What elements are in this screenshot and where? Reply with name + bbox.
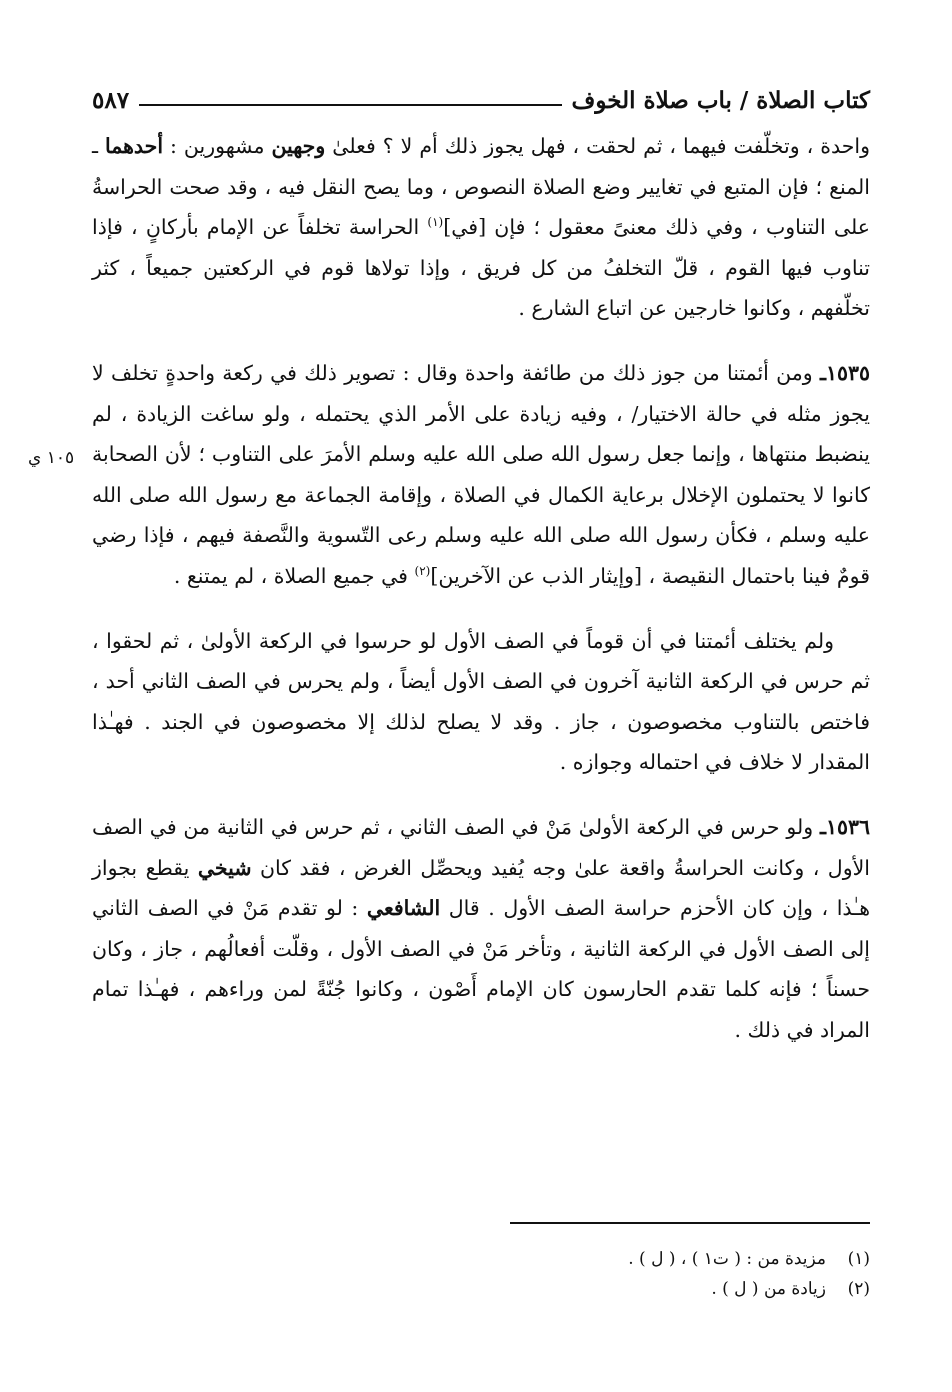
text-run: يقطع بجواز هـٰذا ، وإن كان الأحزم حراسة الصف الأول . قال [92,855,871,921]
text-run: ومن أئمتنا من جوز ذلك من طائفة واحدة وقال : تصوير ذلك في ركعة واحدةٍ تخلف لا يجوز مثله في حالة الاختيار/ ، وفيه زيادة على الأمر الذي يحتمله ، ولو ساغت الزيادة ، لم ينضبط منتهاها ، وإنما جعل رسول الله صلى الله عليه وسلم الأمرَ على التناوب ؛ لأن الصحابة كانوا لا يحتملون الإخلال برعاية الكمال في الصلاة ، وإقامة الجماعة مع رسول الله صلى الله عليه وسلم ، فكأن رسول الله صلى الله عليه وسلم رعى التّسوية والنَّصفة فيهم ، فإذا رضي قومٌ فينا باحتمال النقيصة ، [وإيثار الذب عن الآخرين] [92,360,870,588]
footnote-ref: (٢) [414,564,431,579]
footnote-text: زيادة من ( ل ) . [711,1279,826,1299]
text-run: ولم يختلف أئمتنا في أن قوماً في الصف الأول لو حرسوا في الركعة الأولىٰ ، ثم لحقوا ، ثم حرس في الركعة الثانية آخرون في الصف الأول أيضاً ، ولم يحرس في الصف الثاني أحد ، فاختص بالتناوب مخصوصون ، جاز . وقد لا يصلح لذلك إلا مخصوصون في الجند . فهـٰذا المقدار لا خلاف في احتماله وجوازه . [92,628,870,775]
text-run: واحدة ، وتخلّفت فيهما ، ثم لحقت ، فهل يجوز ذلك أم لا ؟ فعلىٰ [325,134,870,158]
text-run: ولو حرس في الركعة الأولىٰ مَنْ في الصف الثاني ، ثم حرس في الثانية من في الصف الأول ، وكانت الحراسةُ واقعة علىٰ وجه يُفيد ويحصِّل الغرض ، فقد كان [92,814,870,880]
footnote-number: (١) [847,1249,870,1269]
footnote [92,1274,870,1304]
footnote-rule [510,1222,870,1224]
text-run: ـ المنع ؛ فإن المتبع في تغايير وضع الصلاة النصوص ، وما يصح النقل فيه ، وقد صحت الحراسةُ على التناوب ، وفي ذلك معنىً معقول ؛ فإن [في] [92,134,870,240]
running-header [92,70,870,114]
footnote-number: (٢) [847,1279,870,1299]
footnote-ref: (١) [427,215,444,230]
text-run: مشهورين : [163,134,272,158]
paragraph [92,353,870,597]
footnote-text: مزيدة من : ( ت١ ) ، ( ل ) . [628,1249,826,1269]
footnotes [92,1244,870,1304]
text-run: الحراسة تخلفاً عن الإمام بأركانٍ ، فإذا تناوب فيها القوم ، قلّ التخلفُ من كل فريق ، وإذا تولاها قوم في الركعتين جميعاً ، كثر تخلّفهم ، وكانوا خارجين عن اتباع الشارع . [92,215,870,321]
text-run: : لو تقدم مَنْ في الصف الثاني إلى الصف الأول في الركعة الثانية ، وتأخر مَنْ في الصف الأول ، وقلّت أفعالُهم ، جاز ، وكان حسناً ؛ فإنه كلما تقدم الحارسون كان الإمام أَصْون ، وكانوا جُنّةً لمن وراءهم ، فهـٰذا تمام المراد في ذلك . [92,896,870,1042]
paragraph-number: ١٥٣٦ـ [819,814,870,839]
paragraph [92,807,870,1051]
bold-term: أحدهما [105,134,164,158]
bold-term: وجهين [271,134,326,158]
bold-term: الشافعي [366,896,441,921]
footnote [92,1244,870,1274]
page-number: ٥٨٧ [92,87,130,114]
paragraph [92,621,870,783]
text-run: في جميع الصلاة ، لم يمتنع . [173,563,415,588]
body-text [92,126,870,1050]
header-rule [139,104,561,106]
bold-term: شيخي [197,855,252,880]
chapter-title: كتاب الصلاة / باب صلاة الخوف [571,87,870,114]
page [92,70,870,1050]
margin-folio-note: ١٠٥ ي [28,448,75,468]
paragraph [92,126,870,329]
paragraph-number: ١٥٣٥ـ [819,360,870,385]
